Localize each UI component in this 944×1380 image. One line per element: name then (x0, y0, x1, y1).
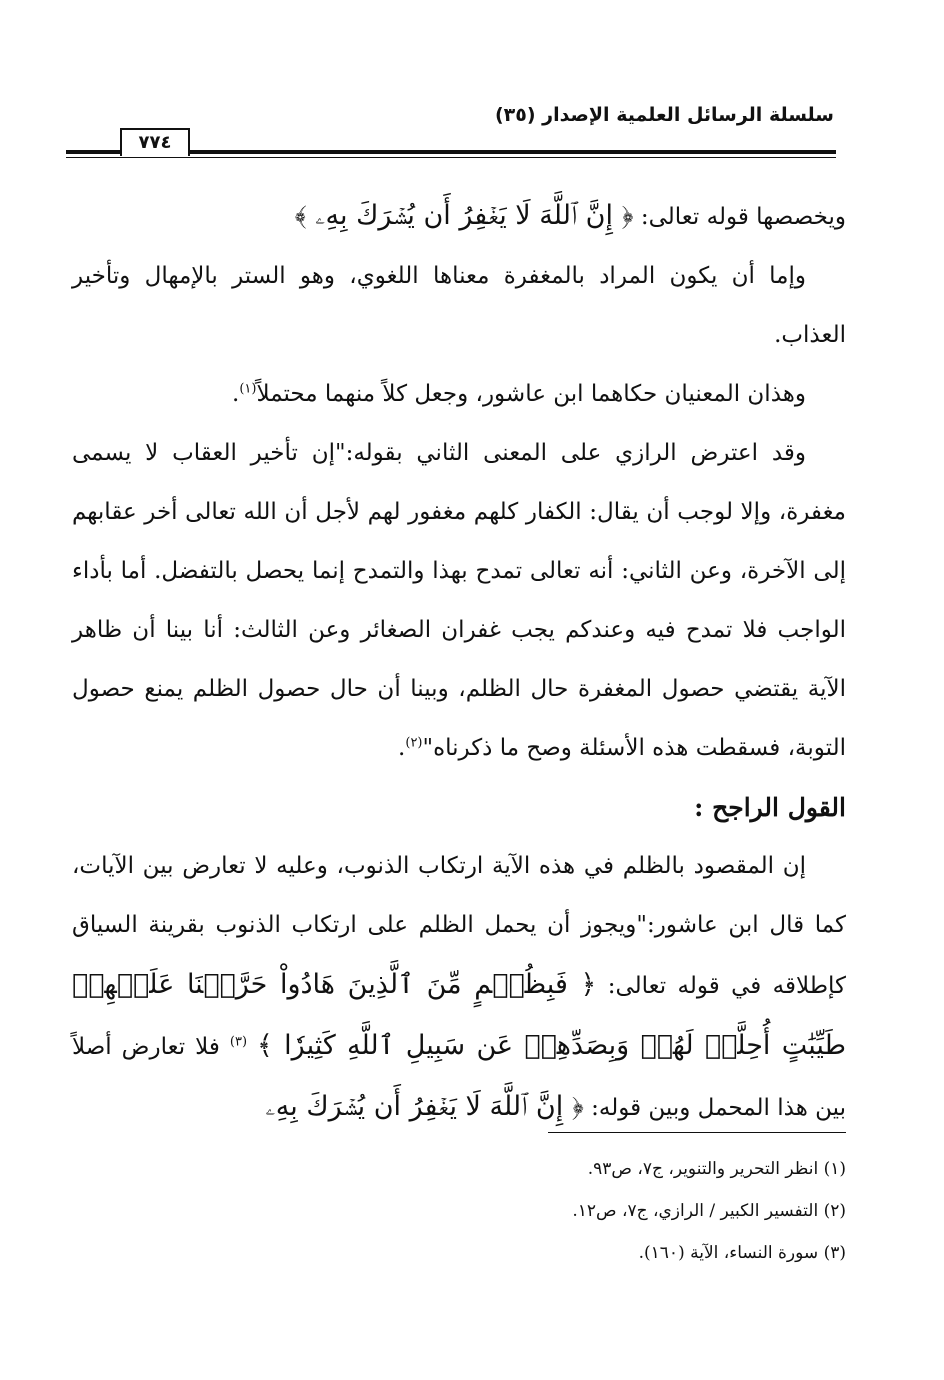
quran-verse-shirk: ﴿ إِنَّ ٱللَّهَ لَا يَغۡفِرُ أَن يُشۡرَكَ بِهِۦ ﴾ (294, 200, 634, 231)
paragraph-two-meanings (72, 365, 846, 424)
specification-intro: ويخصصها قوله تعالى: (640, 204, 846, 230)
page-number: ٧٧٤ (120, 128, 190, 156)
header-rule-thin (66, 157, 836, 158)
preferred-text-a: إن المقصود بالظلم في هذه الآية ارتكاب الذنوب، وعليه لا تعارض بين الآيات، كما قال ابن عاشور:"ويجوز أن يحمل الظلم على ارتكاب الذنوب بقرينة السياق كإطلاقه في قوله تعالى: (72, 853, 846, 999)
main-text (72, 186, 846, 1138)
preferred-text-b: فلا تعارض أصلاً بين هذا المحمل وبين قوله: (72, 1034, 846, 1121)
footnote-ref-3[interactable]: (٣) (229, 1034, 248, 1050)
quran-verse-shirk-final: ﴿ إِنَّ ٱللَّهَ لَا يَغۡفِرُ أَن يُشۡرَكَ بِهِۦ (265, 1091, 584, 1122)
paragraph-razi-objection (72, 424, 846, 778)
footnote-ref-1[interactable]: (١) (239, 381, 257, 397)
quran-verse-nisa: ﴿ فَبِظُلۡمٍ مِّنَ ٱلَّذِينَ هَادُواْ حَرَّمۡنَا عَلَيۡهِمۡ طَيِّبَٰتٍ أُحِلَّتۡ لَهُمۡ وَبِصَدِّهِمۡ عَن سَبِيلِ ٱللَّهِ كَثِيرٗا ﴾ (72, 969, 846, 1061)
footnote-ref-2[interactable]: (٢) (405, 735, 423, 751)
paragraph-preferred-opinion (72, 837, 846, 1138)
two-meanings-end: . (232, 381, 240, 407)
razi-text: وقد اعترض الرازي على المعنى الثاني بقوله:"إن تأخير العقاب لا يسمى مغفرة، وإلا لوجب أن يقال: الكفار كلهم مغفور لهم لأجل أن الله تعالى أخر عقابهم إلى الآخرة، وعن الثاني: أنه تعالى تمدح بهذا والتمدح إنما يحصل بالتفضل. أما بأداء الواجب فلا تمدح فيه وعندكم يجب غفران الصغائر وعن الثالث: أنا بينا أن ظاهر الآية يقتضي حصول المغفرة حال الظلم، وبينا أن حال حصول الظلم يمنع حصول التوبة، فسقطت هذه الأسئلة وصح ما ذكرناه" (72, 440, 846, 761)
footnote-separator (548, 1132, 846, 1133)
two-meanings-text: وهذان المعنيان حكاهما ابن عاشور، وجعل كلاً منهما محتملاً (256, 381, 806, 407)
footnote-1: (١) انظر التحرير والتنوير، ج٧، ص٩٣. (587, 1159, 846, 1179)
footnotes (120, 1148, 846, 1274)
footnote-2: (٢) التفسير الكبير / الرازي، ج٧، ص١٢. (572, 1201, 846, 1221)
series-title: سلسلة الرسائل العلمية الإصدار (٣٥) (494, 104, 834, 126)
paragraph-linguistic-meaning: وإما أن يكون المراد بالمغفرة معناها اللغوي، وهو الستر بالإمهال وتأخير العذاب. (72, 263, 846, 348)
specification-line (72, 186, 846, 247)
footnote-3: (٣) سورة النساء، الآية (١٦٠). (638, 1243, 846, 1263)
heading-preferred-opinion: القول الراجح : (694, 793, 846, 822)
razi-end: . (398, 735, 406, 761)
